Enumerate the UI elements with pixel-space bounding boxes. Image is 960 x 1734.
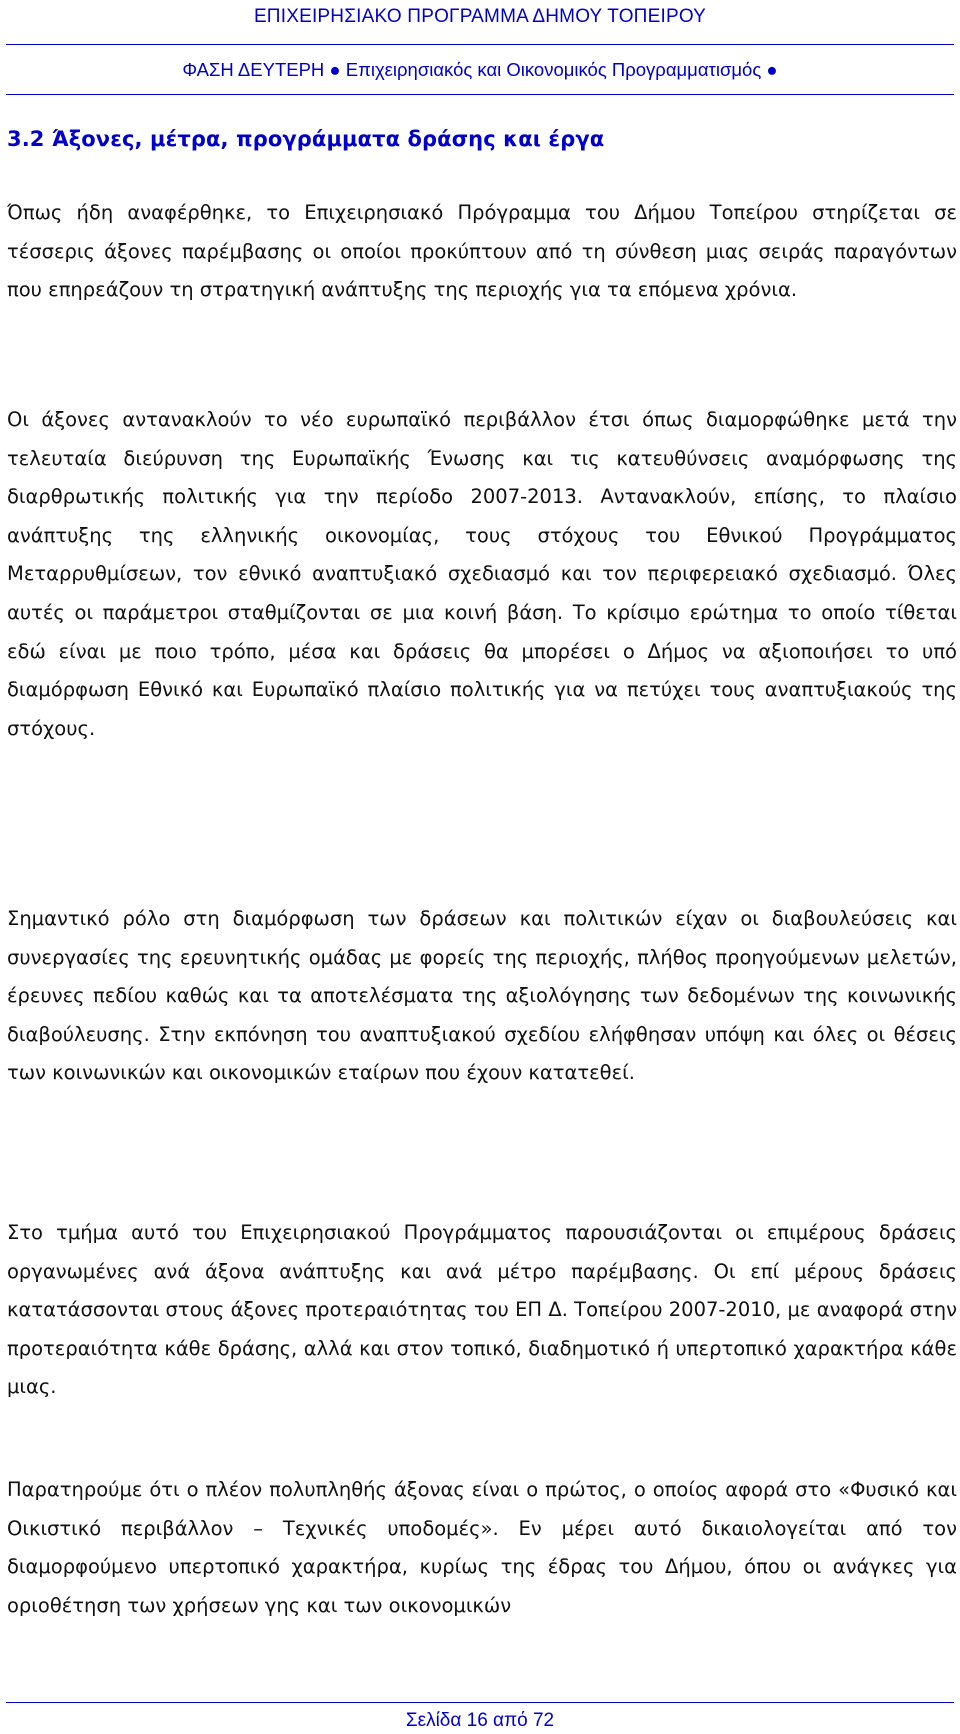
paragraph-intro: Όπως ήδη αναφέρθηκε, το Επιχειρησιακό Πρόγραμμα του Δήμου Τοπείρου στηρίζεται σε τέσσερις άξονες παρέμβασης οι οποίοι προκύπτουν από τη σύνθεση μιας σειράς παραγόντων που επηρεάζουν τη στρατηγική ανάπτυξης της περιοχής για τα επόμενα χρόνια. [7,201,957,302]
footer-divider [6,1702,954,1703]
program-title: ΕΠΙΧΕΙΡΗΣΙΑΚΟ ΠΡΟΓΡΑΜΜΑ ΔΗΜΟΥ ΤΟΠΕΙΡΟΥ [253,6,707,27]
paragraph-first-axis: Παρατηρούμε ότι ο πλέον πολυπληθής άξονας είναι ο πρώτος, ο οποίος αφορά στο «Φυσικό και Οικιστικό περιβάλλον – Τεχνικές υποδομές». Εν μέρει αυτό δικαιολογείται από τον διαμορφούμενο υπερτοπικό χαρακτήρα, κυρίως της έδρας του Δήμου, όπου οι ανάγκες για οριοθέτηση των χρήσεων γης και των οικονομικών [7,1478,957,1617]
header-divider [6,44,954,45]
phase-subtitle: ΦΑΣΗ ΔΕΥΤΕΡΗ ● Επιχειρησιακός και Οικονομικός Προγραμματισμός ● [182,59,778,80]
paragraph-consultation: Σημαντικό ρόλο στη διαμόρφωση των δράσεων και πολιτικών είχαν οι διαβουλεύσεις και συνεργασίες της ερευνητικής ομάδας με φορείς της περιοχής, πλήθος προηγούμενων μελετών, έρευνες πεδίου καθώς και τα αποτελέσματα της αξιολόγησης των δεδομένων της κοινωνικής διαβούλευσης. Στην εκπόνηση του αναπτυξιακού σχεδίου ελήφθησαν υπόψη και όλες οι θέσεις των κοινωνικών και οικονομικών εταίρων που έχουν κατατεθεί. [7,907,957,1085]
page-number: Σελίδα 16 από 72 [405,1710,555,1731]
header-divider-lower [6,94,954,95]
paragraph-axes: Οι άξονες αντανακλούν το νέο ευρωπαϊκό περιβάλλον έτσι όπως διαμορφώθηκε μετά την τελευταία διεύρυνση της Ευρωπαϊκής Ένωσης και τις κατευθύνσεις αναμόρφωσης της διαρθρωτικής πολιτικής για την περίοδο 2007-2013. Αντανακλούν, επίσης, το πλαίσιο ανάπτυξης της ελληνικής οικονομίας, τους στόχους του Εθνικού Προγράμματος Μεταρρυθμίσεων, τον εθνικό αναπτυξιακό σχεδιασμό και τον περιφερειακό σχεδιασμό. Όλες αυτές οι παράμετροι σταθμίζονται σε μια κοινή βάση. Το κρίσιμο ερώτημα το οποίο τίθεται εδώ είναι με ποιο τρόπο, μέσα και δράσεις θα μπορέσει ο Δήμος να αξιοποιήσει το υπό διαμόρφωση Εθνικό και Ευρωπαϊκό πλαίσιο πολιτικής για να πετύχει τους αναπτυξιακούς της στόχους. [7,408,957,740]
paragraph-actions: Στο τμήμα αυτό του Επιχειρησιακού Προγράμματος παρουσιάζονται οι επιμέρους δράσεις οργανωμένες ανά άξονα ανάπτυξης και ανά μέτρο παρέμβασης. Οι επί μέρους δράσεις κατατάσσονται στους άξονες προτεραιότητας του ΕΠ Δ. Τοπείρου 2007-2010, με αναφορά στην προτεραιότητα κάθε δράσης, αλλά και στον τοπικό, διαδημοτικό ή υπερτοπικό χαρακτήρα κάθε μιας. [7,1221,957,1399]
section-heading: 3.2 Άξονες, μέτρα, προγράμματα δράσης και έργα [7,127,605,151]
